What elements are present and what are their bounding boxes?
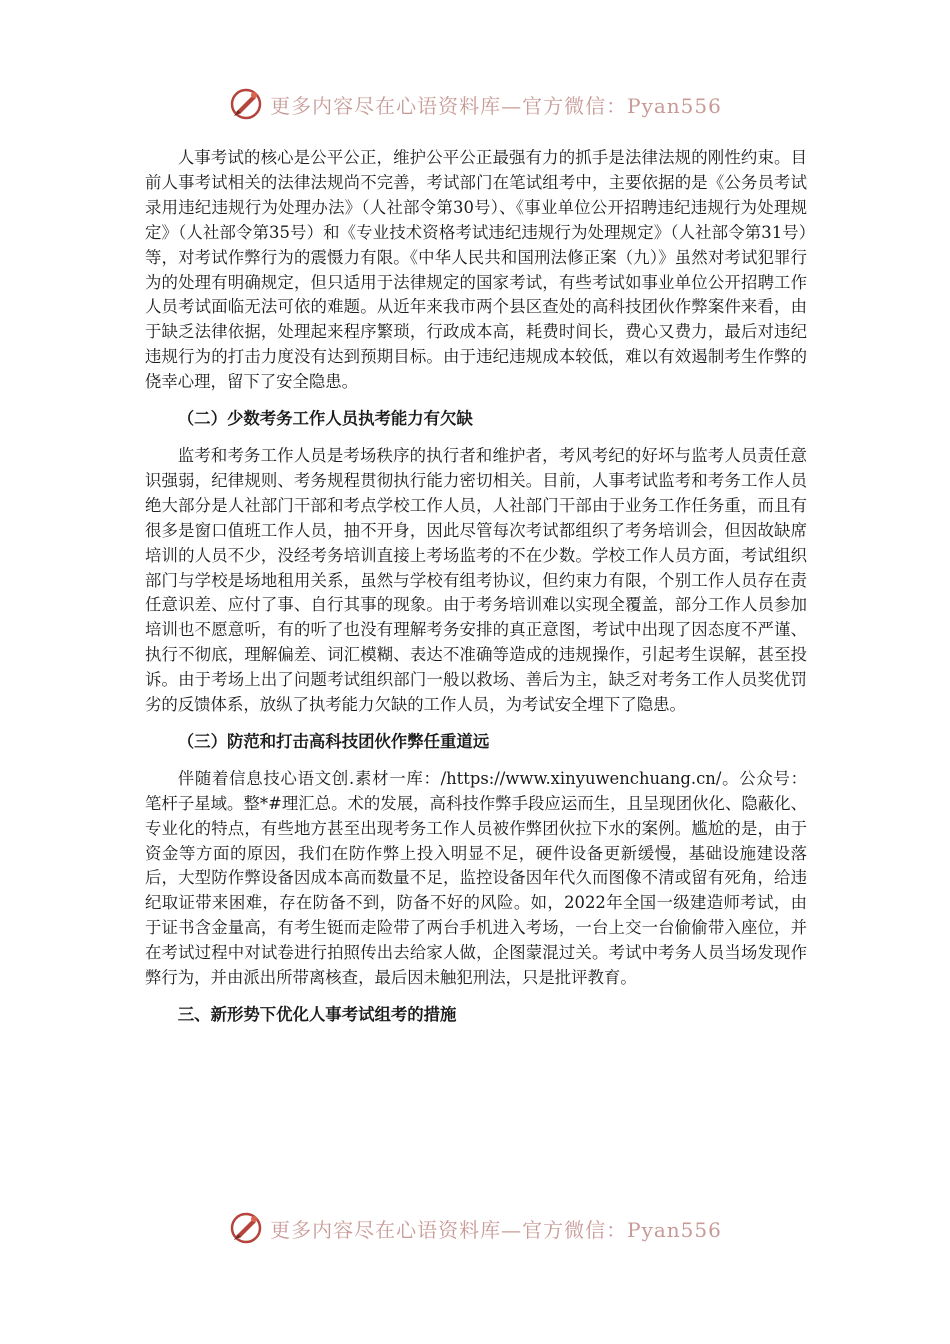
footer-banner [0, 1208, 950, 1248]
paragraph-staff-capacity: 监考和考务工作人员是考场秩序的执行者和维护者，考风考纪的好坏与监考人员责任意识强弱，纪律规则、考务规程贯彻执行能力密切相关。目前，人事考试监考和考务工作人员绝大部分是人社部门干部和考点学校工作人员，人社部门干部由于业务工作任务重，而且有很多是窗口值班工作人员，抽不开身，因此尽管每次考试都组织了考务培训会，但因故缺席培训的人员不少，没经考务培训直接上考场监考的不在少数。学校工作人员方面，考试组织部门与学校是场地租用关系，虽然与学校有组考协议，但约束力有限，个别工作人员存在责任意识差、应付了事、自行其事的现象。由于考务培训难以实现全覆盖，部分工作人员参加培训也不愿意听，有的听了也没有理解考务安排的真正意图，考试中出现了因态度不严谨、执行不彻底，理解偏差、词汇模糊、表达不准确等造成的违规操作，引起考生误解，甚至投诉。由于考场上出了问题考试组织部门一般以救场、善后为主，缺乏对考务工作人员奖优罚劣的反馈体系，放纵了执考能力欠缺的工作人员，为考试安全埋下了隐患。 [145, 445, 807, 715]
header-banner-text: 更多内容尽在心语资料库—官方微信：Pyan556 [270, 93, 722, 118]
document-body [145, 146, 807, 1040]
section-heading-3: （三）防范和打击高科技团伙作弊任重道远 [177, 731, 490, 751]
section-heading-2: （二）少数考务工作人员执考能力有欠缺 [177, 409, 473, 429]
paragraph-legal-constraints: 人事考试的核心是公平公正，维护公平公正最强有力的抓手是法律法规的刚性约束。目前人事考试相关的法律法规尚不完善，考试部门在笔试组考中，主要依据的是《公务员考试录用违纪违规行为处理办法》（人社部令第30号）、《事业单位公开招聘违纪违规行为处理规定》（人社部令第35号）和《专业技术资格考试违纪违规行为处理规定》（人社部令第31号）等，对考试作弊行为的震慑力有限。《中华人民共和国刑法修正案（九）》虽然对考试犯罪行为的处理有明确规定，但只适用于法律规定的国家考试，有些考试如事业单位公开招聘工作人员考试面临无法可依的难题。从近年来我市两个县区查处的高科技团伙作弊案件来看，由于缺乏法律依据，处理起来程序繁琐，行政成本高，耗费时间长，费心又费力，最后对违纪违规行为的打击力度没有达到预期目标。由于违纪违规成本较低，难以有效遏制考生作弊的侥幸心理，留下了安全隐患。 [145, 148, 807, 392]
pen-logo-icon [228, 86, 264, 122]
footer-banner-text: 更多内容尽在心语资料库—官方微信：Pyan556 [270, 1217, 722, 1242]
header-banner [0, 84, 950, 124]
paragraph-high-tech-cheating: 伴随着信息技心语文创.素材一库：/https://www.xinyuwenchuang.cn/。公众号：笔杆子星域。整*#理汇总。术的发展，高科技作弊手段应运而生，且呈现团伙化、隐蔽化、专业化的特点，有些地方甚至出现考务工作人员被作弊团伙拉下水的案例。尴尬的是，由于资金等方面的原因，我们在防作弊上投入明显不足，硬件设备更新缓慢，基础设施建设落后，大型防作弊设备因成本高而数量不足，监控设备因年代久而图像不清或留有死角，给违纪取证带来困难，存在防备不到，防备不好的风险。如，2022年全国一级建造师考试，由于证书含金量高，有考生铤而走险带了两台手机进入考场，一台上交一台偷偷带入座位，并在考试过程中对试卷进行拍照传出去给家人做，企图蒙混过关。考试中考务人员当场发现作弊行为，并由派出所带离核查，最后因未触犯刑法，只是批评教育。 [145, 768, 807, 988]
section-heading-main-3: 三、新形势下优化人事考试组考的措施 [177, 1005, 457, 1024]
pen-logo-icon [228, 1210, 264, 1246]
